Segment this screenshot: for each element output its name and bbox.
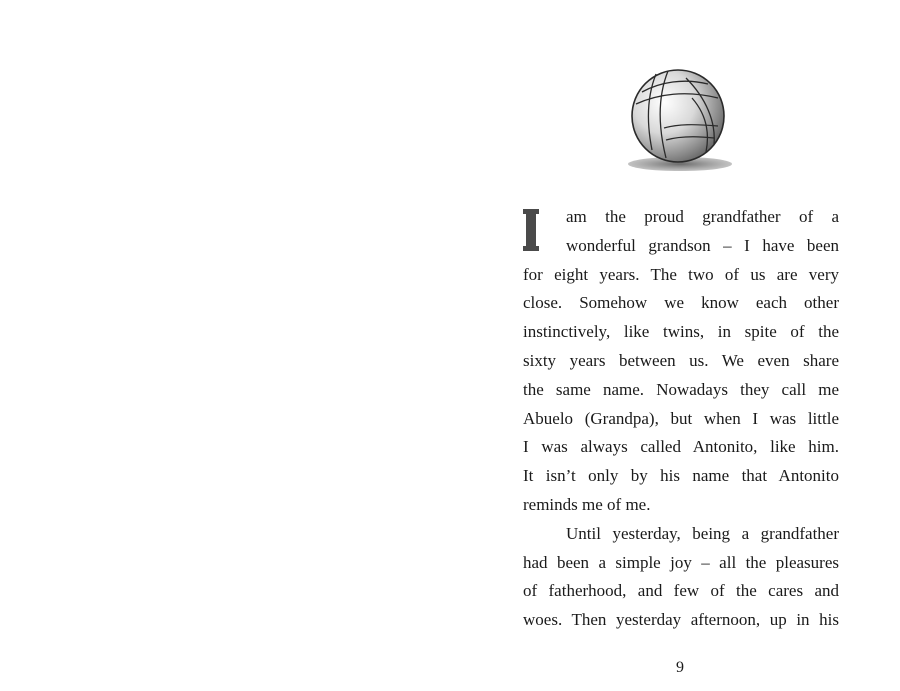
paragraph-2	[523, 520, 839, 635]
text-line: Until yesterday, being a grandfather	[566, 523, 839, 543]
text-line: instinctively, like twins, in spite of the	[523, 322, 839, 342]
text-line: the same name. Nowadays they call me	[523, 379, 839, 399]
text-line: I was always called Antonito, like him.	[523, 437, 839, 457]
paragraph-1	[523, 203, 839, 520]
text-line: wonderful grandson – I have been	[566, 235, 839, 255]
text-line: woes. Then yesterday afternoon, up in his	[523, 610, 839, 630]
text-line: It isn’t only by his name that Antonito	[523, 466, 839, 486]
text-line: Abuelo (Grandpa), but when I was little	[523, 408, 839, 428]
text-line: sixty years between us. We even share	[523, 350, 839, 370]
right-page	[450, 0, 900, 691]
text-line: reminds me of me.	[523, 494, 651, 514]
text-line: close. Somehow we know each other	[523, 293, 839, 313]
text-line: of fatherhood, and few of the cares and	[523, 581, 839, 601]
drop-cap-i	[523, 209, 539, 251]
page-number: 9	[676, 659, 684, 676]
text-line: had been a simple joy – all the pleasures	[523, 552, 839, 572]
volleyball-illustration	[622, 64, 732, 176]
text-line: for eight years. The two of us are very	[523, 264, 839, 284]
text-line: am the proud grandfather of a	[566, 207, 839, 226]
chapter-text	[523, 203, 839, 635]
